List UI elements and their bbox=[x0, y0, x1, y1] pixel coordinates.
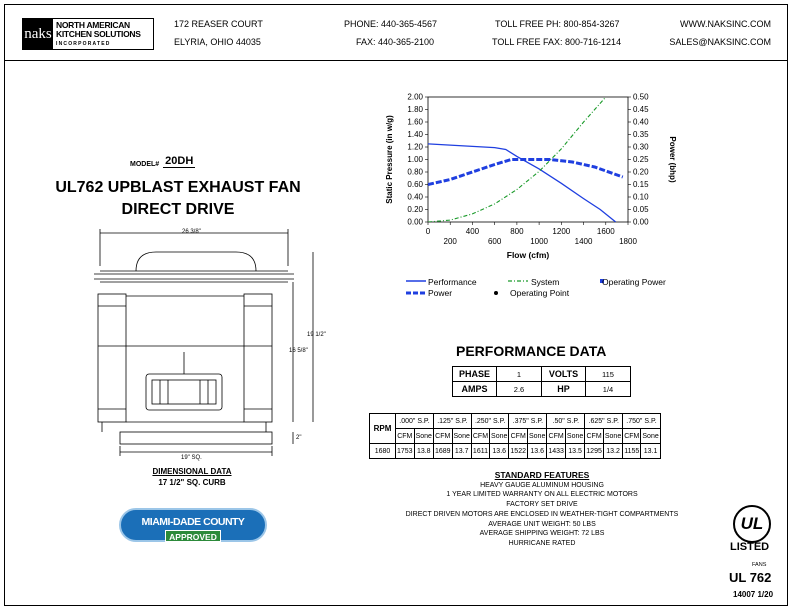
cfm-header: CFM bbox=[471, 429, 489, 444]
product-title-line1: UL762 UPBLAST EXHAUST FAN bbox=[55, 179, 301, 196]
badge-county: MIAMI-DADE COUNTY bbox=[141, 516, 245, 528]
x-tick-label: 1200 bbox=[552, 227, 571, 236]
dim-base: 19" SQ. bbox=[181, 455, 202, 461]
y-tick-label: 0.40 bbox=[407, 192, 423, 202]
dim-width: 26 3/8" bbox=[182, 229, 201, 235]
y-tick-label: 1.60 bbox=[407, 117, 423, 127]
ul-listed-label: LISTED bbox=[730, 541, 770, 553]
electrical-table bbox=[452, 366, 631, 397]
y2-tick-label: 0.15 bbox=[633, 180, 649, 189]
sp-header: .750" S.P. bbox=[623, 414, 661, 429]
feature-item: 1 YEAR LIMITED WARRANTY ON ALL ELECTRIC MOTORS bbox=[446, 491, 638, 499]
table-cell: 13.6 bbox=[527, 444, 546, 459]
y-tick-label: 0.20 bbox=[407, 205, 423, 214]
dim-height-total: 19 1/2" bbox=[307, 332, 326, 338]
sp-header: .375" S.P. bbox=[509, 414, 547, 429]
address-line1: 172 REASER COURT bbox=[174, 19, 263, 29]
standard-features bbox=[372, 471, 712, 549]
cfm-header: CFM bbox=[623, 429, 641, 444]
ul-listed-icon bbox=[733, 505, 771, 543]
legend-operating-power: Operating Power bbox=[602, 277, 666, 287]
y2-tick-label: 0.00 bbox=[633, 217, 649, 227]
product-title-line2: DIRECT DRIVE bbox=[121, 201, 235, 218]
tollfree-phone: TOLL FREE PH: 800-854-3267 bbox=[495, 19, 620, 29]
features-heading: STANDARD FEATURES bbox=[494, 470, 590, 480]
y-tick-label: 1.00 bbox=[407, 155, 423, 164]
cfm-header: CFM bbox=[585, 429, 604, 444]
y2-tick-label: 0.05 bbox=[633, 205, 649, 214]
sone-header: Sone bbox=[490, 429, 509, 444]
y-tick-label: 1.40 bbox=[407, 130, 423, 139]
company-logo bbox=[22, 18, 154, 50]
feature-item: DIRECT DRIVEN MOTORS ARE ENCLOSED IN WEATHER-TIGHT COMPARTMENTS bbox=[405, 510, 679, 518]
table-cell: 1433 bbox=[547, 444, 566, 459]
sone-header: Sone bbox=[527, 429, 546, 444]
feature-item: FACTORY SET DRIVE bbox=[506, 501, 578, 509]
series-line-power bbox=[428, 160, 623, 185]
logo-line1: NORTH AMERICAN bbox=[56, 20, 130, 30]
rpm-header: RPM bbox=[370, 414, 396, 444]
logo-line2: KITCHEN SOLUTIONS bbox=[56, 29, 141, 39]
dimensional-data-label: DIMENSIONAL DATA bbox=[152, 467, 232, 476]
fan-performance-chart bbox=[378, 88, 678, 270]
x-tick-label: 1000 bbox=[530, 237, 549, 246]
sp-header: .000" S.P. bbox=[396, 414, 434, 429]
legend-operating-point-swatch bbox=[494, 291, 498, 295]
y2-tick-label: 0.40 bbox=[633, 117, 649, 127]
amps-value: 2.6 bbox=[497, 382, 542, 397]
sp-header: .625" S.P. bbox=[585, 414, 623, 429]
series-line-performance bbox=[428, 144, 616, 222]
y-tick-label: 1.80 bbox=[407, 105, 423, 114]
plot-frame bbox=[428, 97, 628, 222]
feature-item: HEAVY GAUGE ALUMINUM HOUSING bbox=[480, 481, 604, 489]
y2-tick-label: 0.10 bbox=[633, 192, 649, 202]
miami-dade-badge bbox=[119, 508, 267, 542]
cfm-header: CFM bbox=[433, 429, 452, 444]
cfm-header: CFM bbox=[547, 429, 566, 444]
volts-label: VOLTS bbox=[542, 367, 586, 382]
dim-height-body: 16 5/8" bbox=[289, 348, 308, 354]
y2-tick-label: 0.20 bbox=[633, 167, 649, 177]
legend-performance: Performance bbox=[428, 277, 477, 287]
fax: FAX: 440-365-2100 bbox=[356, 37, 435, 47]
y2-tick-label: 0.25 bbox=[633, 155, 649, 164]
logo-mark: naks bbox=[23, 19, 53, 49]
y2-tick-label: 0.45 bbox=[633, 105, 649, 114]
table-cell: 1155 bbox=[623, 444, 641, 459]
x-tick-label: 0 bbox=[425, 227, 431, 236]
sone-header: Sone bbox=[452, 429, 471, 444]
airflow-table bbox=[369, 413, 661, 459]
sone-header: Sone bbox=[414, 429, 433, 444]
hp-label: HP bbox=[542, 382, 586, 397]
sp-header: .50" S.P. bbox=[547, 414, 585, 429]
cfm-header: CFM bbox=[396, 429, 415, 444]
amps-label: AMPS bbox=[453, 382, 497, 397]
table-cell: 1295 bbox=[585, 444, 604, 459]
tollfree-fax: TOLL FREE FAX: 800-716-1214 bbox=[492, 37, 622, 47]
header-divider bbox=[4, 60, 788, 61]
x-tick-label: 1400 bbox=[574, 237, 593, 246]
email-link[interactable]: SALES@NAKSINC.COM bbox=[669, 37, 771, 47]
legend-system: System bbox=[531, 277, 560, 287]
ul-mark: UL bbox=[740, 514, 764, 533]
legend-power: Power bbox=[428, 288, 453, 298]
table-cell: 13.2 bbox=[603, 444, 622, 459]
table-cell: 13.6 bbox=[490, 444, 509, 459]
rpm-value: 1680 bbox=[370, 444, 396, 459]
feature-item: HURRICANE RATED bbox=[508, 539, 576, 547]
y2-axis-label: Power (bhp) bbox=[668, 136, 677, 183]
cfm-header: CFM bbox=[509, 429, 528, 444]
document-number: 14007 1/20 bbox=[733, 590, 774, 599]
model-value: 20DH bbox=[165, 155, 194, 167]
performance-title: PERFORMANCE DATA bbox=[456, 343, 607, 359]
ul-standard: UL 762 bbox=[729, 570, 772, 585]
y-tick-label: 0.80 bbox=[407, 167, 423, 177]
volts-value: 115 bbox=[586, 367, 631, 382]
y-tick-label: 2.00 bbox=[407, 92, 423, 102]
feature-item: AVERAGE UNIT WEIGHT: 50 LBS bbox=[488, 520, 596, 528]
legend-operating-point: Operating Point bbox=[510, 288, 570, 298]
logo-line3: INCORPORATED bbox=[56, 41, 111, 47]
ul-category: FANS bbox=[752, 562, 767, 568]
table-cell: 13.1 bbox=[641, 444, 660, 459]
table-cell: 1689 bbox=[433, 444, 452, 459]
website-link[interactable]: WWW.NAKSINC.COM bbox=[680, 19, 771, 29]
table-row bbox=[370, 444, 661, 459]
hp-value: 1/4 bbox=[586, 382, 631, 397]
x-tick-label: 1800 bbox=[619, 237, 637, 246]
feature-item: AVERAGE SHIPPING WEIGHT: 72 LBS bbox=[479, 530, 605, 538]
table-cell: 1522 bbox=[509, 444, 528, 459]
curb-label: 17 1/2" SQ. CURB bbox=[158, 478, 226, 487]
x-tick-label: 200 bbox=[443, 237, 457, 246]
x-tick-label: 400 bbox=[465, 227, 480, 236]
y-tick-label: 0.60 bbox=[407, 180, 423, 189]
phase-value: 1 bbox=[497, 367, 542, 382]
y-tick-label: 0.00 bbox=[407, 217, 423, 227]
y2-tick-label: 0.35 bbox=[633, 130, 649, 139]
y2-tick-label: 0.50 bbox=[633, 92, 649, 102]
badge-approved: APPROVED bbox=[165, 530, 221, 542]
y-tick-label: 1.20 bbox=[407, 142, 423, 152]
y-axis-label: Static Pressure (in w/g) bbox=[385, 115, 394, 204]
sp-header: .250" S.P. bbox=[471, 414, 509, 429]
x-tick-label: 1600 bbox=[596, 227, 615, 236]
address-line2: ELYRIA, OHIO 44035 bbox=[174, 37, 261, 47]
phase-label: PHASE bbox=[453, 367, 497, 382]
x-tick-label: 600 bbox=[487, 237, 502, 246]
sone-header: Sone bbox=[603, 429, 622, 444]
phone: PHONE: 440-365-4567 bbox=[344, 19, 438, 29]
table-cell: 1611 bbox=[471, 444, 489, 459]
sp-header: .125" S.P. bbox=[433, 414, 471, 429]
series-line-system bbox=[428, 88, 623, 222]
model-label: MODEL# bbox=[130, 161, 160, 168]
x-tick-label: 800 bbox=[510, 227, 524, 236]
y2-tick-label: 0.30 bbox=[633, 142, 649, 152]
table-cell: 1753 bbox=[396, 444, 415, 459]
fan-dimension-drawing bbox=[88, 226, 322, 458]
model-number bbox=[130, 155, 195, 168]
table-cell: 13.7 bbox=[452, 444, 471, 459]
x-axis-label: Flow (cfm) bbox=[506, 250, 550, 260]
table-cell: 13.8 bbox=[414, 444, 433, 459]
table-cell: 13.5 bbox=[565, 444, 584, 459]
dim-curb-height: 2" bbox=[296, 435, 302, 441]
sone-header: Sone bbox=[641, 429, 660, 444]
sone-header: Sone bbox=[565, 429, 584, 444]
